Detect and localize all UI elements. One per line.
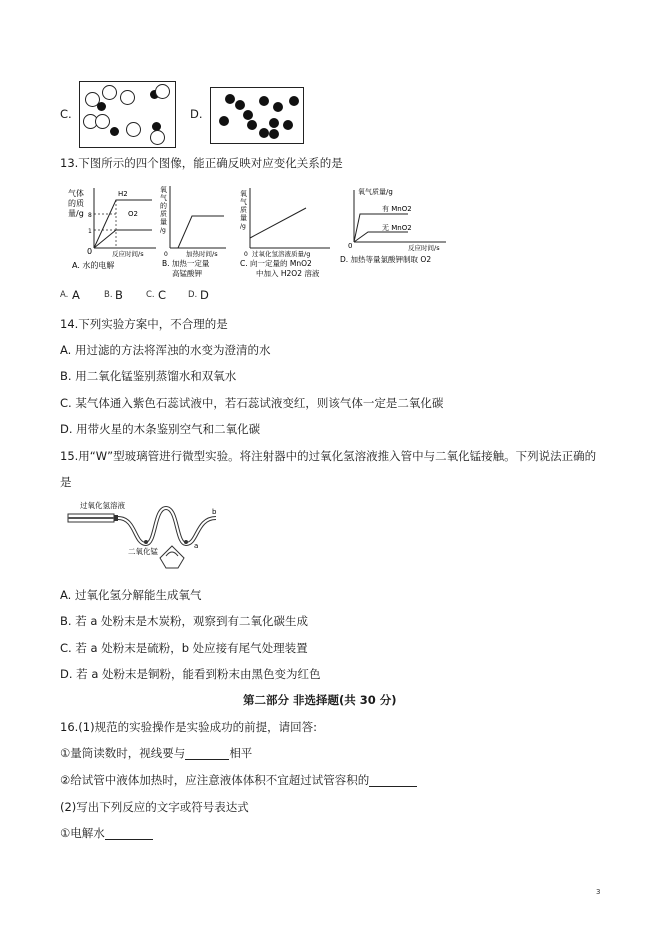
graph-b-ylabel-2: 气 (160, 194, 167, 202)
filled-particle (269, 129, 279, 139)
q15-option-c: C. 若 a 处粉末是硫粉，b 处应接有尾气处理装置 (60, 641, 308, 655)
graph-b-origin: 0 (164, 251, 168, 258)
graph-c-origin: 0 (244, 251, 248, 258)
graph-b-caption-1: B. 加热一定量 (162, 259, 210, 268)
graph-b-xlabel: 加热时间/s (186, 250, 218, 258)
q14-stem: 14.下列实验方案中，不合理的是 (60, 317, 228, 331)
filled-particle (259, 96, 269, 106)
filled-particle (259, 128, 269, 138)
answer-blank-3[interactable] (105, 827, 153, 840)
q16-sub1 (60, 746, 252, 760)
filled-particle (243, 110, 253, 120)
graph-d-origin: 0 (348, 242, 353, 250)
graph-a-h2-label: H2 (118, 190, 128, 198)
graph-d-without-mno2: 无 MnO2 (382, 224, 412, 232)
graph-c-xlabel: 过氧化氢溶液质量/g (252, 250, 311, 258)
w-tube-apparatus (66, 496, 226, 576)
graph-d-ylabel: 氧气质量/g (358, 188, 393, 196)
option-c-label: C. (60, 107, 72, 121)
q16-sub1-before: ①量筒读数时，视线要与 (60, 746, 186, 760)
q13-option-b-letter: B. (104, 290, 113, 300)
graph-c-ylabel-5: /g (240, 223, 246, 230)
graph-d-caption: D. 加热等量氯酸钾制取 O2 (340, 255, 432, 264)
graph-c-ylabel-3: 质 (240, 206, 247, 214)
open-particle (102, 85, 117, 100)
q16-sub3-text: ①电解水 (60, 826, 105, 840)
graph-a-tick-1: 1 (88, 228, 92, 235)
graph-a-tick-0: 0 (87, 247, 93, 256)
q14-option-b: B. 用二氧化锰鉴别蒸馏水和双氧水 (60, 369, 237, 383)
q16-part2: (2)写出下列反应的文字或符号表达式 (60, 800, 249, 814)
filled-particle (219, 116, 229, 126)
q13-stem: 13.下图所示的四个图像，能正确反映对应变化关系的是 (60, 156, 343, 170)
q14-option-d: D. 用带火星的木条鉴别空气和二氧化碳 (60, 422, 261, 436)
graph-a-xlabel: 反应时间/s (112, 250, 144, 258)
graph-b-ylabel-6: /g (160, 227, 166, 234)
graph-d (338, 186, 450, 266)
q15-stem-line2: 是 (60, 475, 72, 489)
open-particle (95, 114, 110, 129)
q16-sub2-text: ②给试管中液体加热时，应注意液体体积不宜超过试管容积的 (60, 773, 370, 787)
graph-a-ylabel-2: 的质 (68, 199, 84, 208)
graph-a-ylabel-3: 量/g (68, 209, 84, 218)
q16-stem: 16.(1)规范的实验操作是实验成功的前提，请回答: (60, 720, 317, 734)
q13-option-d-letter: D. (188, 290, 198, 300)
graph-d-xlabel: 反应时间/s (408, 244, 440, 252)
graph-b-ylabel-5: 量 (160, 218, 167, 226)
q13-option-a-letter: A. (60, 290, 69, 300)
q13-option-c-value: C (158, 288, 167, 302)
q13-option-c-letter: C. (146, 290, 155, 300)
graph-a-o2-label: O2 (128, 210, 138, 218)
page-number: 3 (596, 888, 601, 896)
graph-c-ylabel-4: 量 (240, 214, 247, 222)
graph-b (158, 182, 230, 278)
graph-a-ylabel-1: 气体 (68, 189, 84, 198)
q15-stem-line1: 15.用“W”型玻璃管进行微型实验。将注射器中的过氧化氢溶液推入管中与二氧化锰接触。下列说法正确的 (60, 449, 597, 463)
open-particle (120, 90, 135, 105)
graph-c-caption-2: 中加入 H2O2 溶液 (256, 269, 320, 278)
fig-mno2-label: 二氧化锰 (128, 547, 158, 556)
graph-b-ylabel-1: 氧 (160, 186, 167, 194)
q13-option-d-value: D (200, 288, 209, 302)
option-d-label: D. (190, 107, 203, 121)
graph-b-caption-2: 高锰酸钾 (172, 269, 202, 278)
q13-option-a-value: A (72, 288, 80, 302)
q15-option-a: A. 过氧化氢分解能生成氧气 (60, 588, 202, 602)
mno2-powder (144, 540, 148, 544)
fig-h2o2-label: 过氧化氢溶液 (80, 501, 125, 510)
fig-a-label: a (194, 542, 199, 550)
q15-option-b: B. 若 a 处粉末是木炭粉，观察到有二氧化碳生成 (60, 614, 309, 628)
q16-sub1-after: 相平 (229, 746, 253, 760)
part2-title: 第二部分 非选择题(共 30 分) (243, 693, 397, 707)
filled-particle (283, 120, 293, 130)
filled-particle (273, 102, 283, 112)
open-particle (150, 130, 165, 145)
filled-particle (110, 127, 119, 136)
answer-blank-2[interactable] (369, 774, 417, 787)
graph-c (238, 186, 334, 278)
answer-blank-1[interactable] (185, 747, 229, 760)
filled-particle (269, 118, 279, 128)
q15-option-d: D. 若 a 处粉末是铜粉，能看到粉末由黑色变为红色 (60, 667, 321, 681)
q16-sub3 (60, 826, 153, 840)
q14-option-c: C. 某气体通入紫色石蕊试液中，若石蕊试液变红，则该气体一定是二氧化碳 (60, 396, 444, 410)
graph-c-ylabel-2: 气 (240, 198, 247, 206)
graph-a-caption: A. 水的电解 (72, 261, 115, 270)
graph-c-ylabel-1: 氧 (240, 190, 247, 198)
open-particle (126, 122, 141, 137)
filled-particle (225, 94, 235, 104)
filled-particle (247, 120, 257, 130)
fig-b-label: b (212, 508, 217, 516)
open-particle (155, 84, 170, 99)
filled-particle (97, 102, 106, 111)
particle-box-c (79, 81, 176, 148)
graph-d-with-mno2: 有 MnO2 (382, 205, 412, 213)
filled-particle (235, 100, 245, 110)
graph-c-caption-1: C. 向一定量的 MnO2 (240, 259, 312, 268)
q16-sub2 (60, 773, 417, 787)
filled-particle (289, 96, 299, 106)
powder-a (184, 540, 188, 544)
graph-a-tick-8: 8 (88, 212, 92, 219)
particle-box-d (210, 87, 304, 144)
graph-b-ylabel-3: 的 (160, 202, 167, 210)
q13-option-b-value: B (115, 288, 123, 302)
graph-b-ylabel-4: 质 (160, 210, 167, 218)
q14-option-a: A. 用过滤的方法将浑浊的水变为澄清的水 (60, 343, 271, 357)
graph-a (68, 182, 158, 274)
